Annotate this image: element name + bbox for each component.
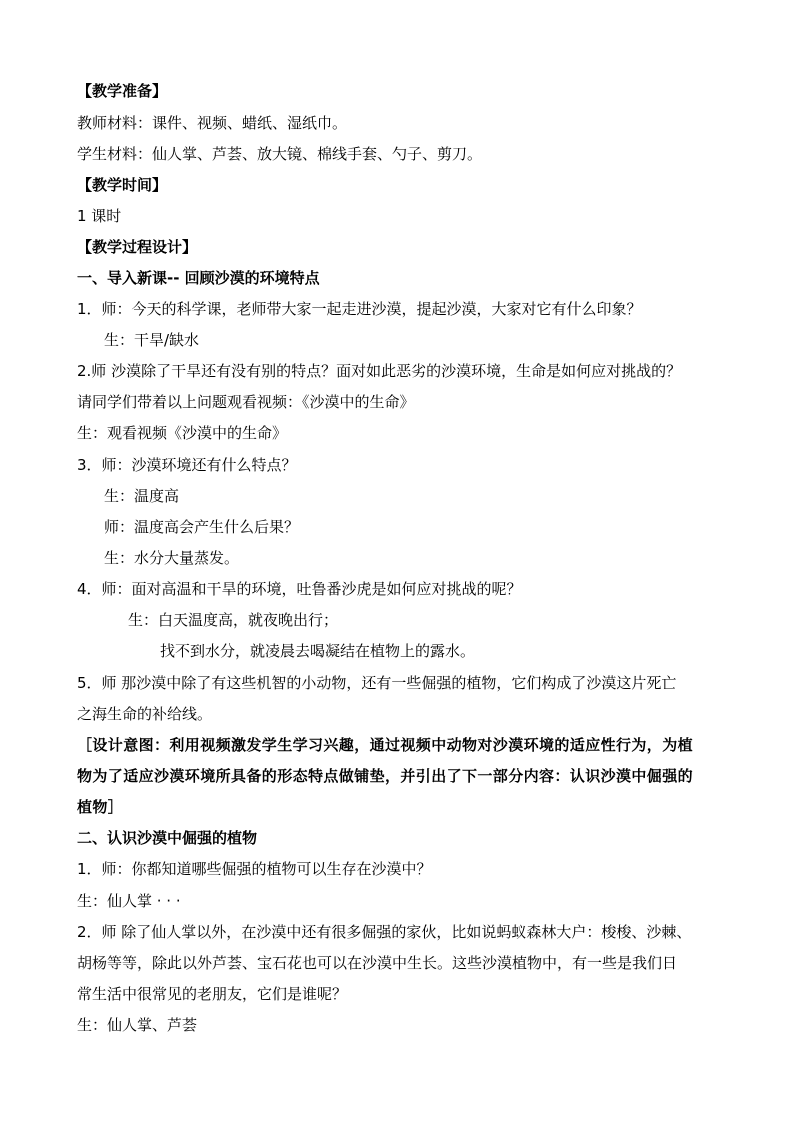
section1-line4-reply1: 生：白天温度高，就夜晚出行； xyxy=(128,611,339,629)
section2-line2-reply: 生：仙人掌、芦荟 xyxy=(77,1016,198,1034)
section1-line3-reply1: 生：温度高 xyxy=(104,487,180,505)
section2-line2b: 胡杨等等，除此以外芦荟、宝石花也可以在沙漠中生长。这些沙漠植物中，有一些是我们日 xyxy=(77,954,678,972)
teaching-time-value: 1 课时 xyxy=(77,207,122,225)
section1-title: 一、导入新课-- 回顾沙漠的环境特点 xyxy=(77,269,320,287)
section2-title: 二、认识沙漠中倔强的植物 xyxy=(77,829,258,847)
design-intent-line1: ［设计意图：利用视频激发学生学习兴趣，通过视频中动物对沙漠环境的适应性行为，为植 xyxy=(77,736,694,754)
section1-line3-reply2: 生：水分大量蒸发。 xyxy=(104,549,240,567)
heading-teaching-process: 【教学过程设计】 xyxy=(77,238,198,256)
section1-line4-reply2: 找不到水分，就凌晨去喝凝结在植物上的露水。 xyxy=(160,642,476,660)
section1-line1: 1．师：今天的科学课，老师带大家一起走进沙漠，提起沙漠，大家对它有什么印象？ xyxy=(77,300,642,318)
section1-line2a: 2.师 沙漠除了干旱还有没有别的特点？面对如此恶劣的沙漠环境，生命是如何应对挑战的？ xyxy=(77,362,682,380)
section1-line3-teacher: 师：温度高会产生什么后果？ xyxy=(104,518,300,536)
section2-line1: 1．师：你都知道哪些倔强的植物可以生存在沙漠中？ xyxy=(77,860,432,878)
section2-line1-reply: 生：仙人掌 · · · xyxy=(77,892,181,910)
section1-line4: 4．师：面对高温和干旱的环境，吐鲁番沙虎是如何应对挑战的呢？ xyxy=(77,580,522,598)
section1-line5b: 之海生命的补给线。 xyxy=(77,705,213,723)
design-intent-line2: 物为了适应沙漠环境所具备的形态特点做铺垫，并引出了下一部分内容：认识沙漠中倔强的 xyxy=(77,767,694,785)
section1-line2-reply: 生：观看视频《沙漠中的生命》 xyxy=(77,424,288,442)
teacher-materials: 教师材料：课件、视频、蜡纸、湿纸巾。 xyxy=(77,114,348,132)
section1-line5a: 5．师 那沙漠中除了有这些机智的小动物，还有一些倔强的植物，它们构成了沙漠这片死亡 xyxy=(77,674,677,692)
design-intent-line3: 植物］ xyxy=(77,798,124,816)
section1-line1-reply: 生：干旱/缺水 xyxy=(104,331,200,349)
heading-teaching-time: 【教学时间】 xyxy=(77,176,168,194)
section2-line2a: 2．师 除了仙人掌以外，在沙漠中还有很多倔强的家伙，比如说蚂蚁森林大户：梭梭、沙棘、 xyxy=(77,923,692,941)
section2-line2c: 常生活中很常见的老朋友，它们是谁呢？ xyxy=(77,985,348,1003)
section1-line2b: 请同学们带着以上问题观看视频：《沙漠中的生命》 xyxy=(77,393,415,411)
section1-line3: 3．师：沙漠环境还有什么特点？ xyxy=(77,456,297,474)
heading-teaching-prep: 【教学准备】 xyxy=(77,82,168,100)
student-materials: 学生材料：仙人掌、芦荟、放大镜、棉线手套、勺子、剪刀。 xyxy=(77,145,483,163)
